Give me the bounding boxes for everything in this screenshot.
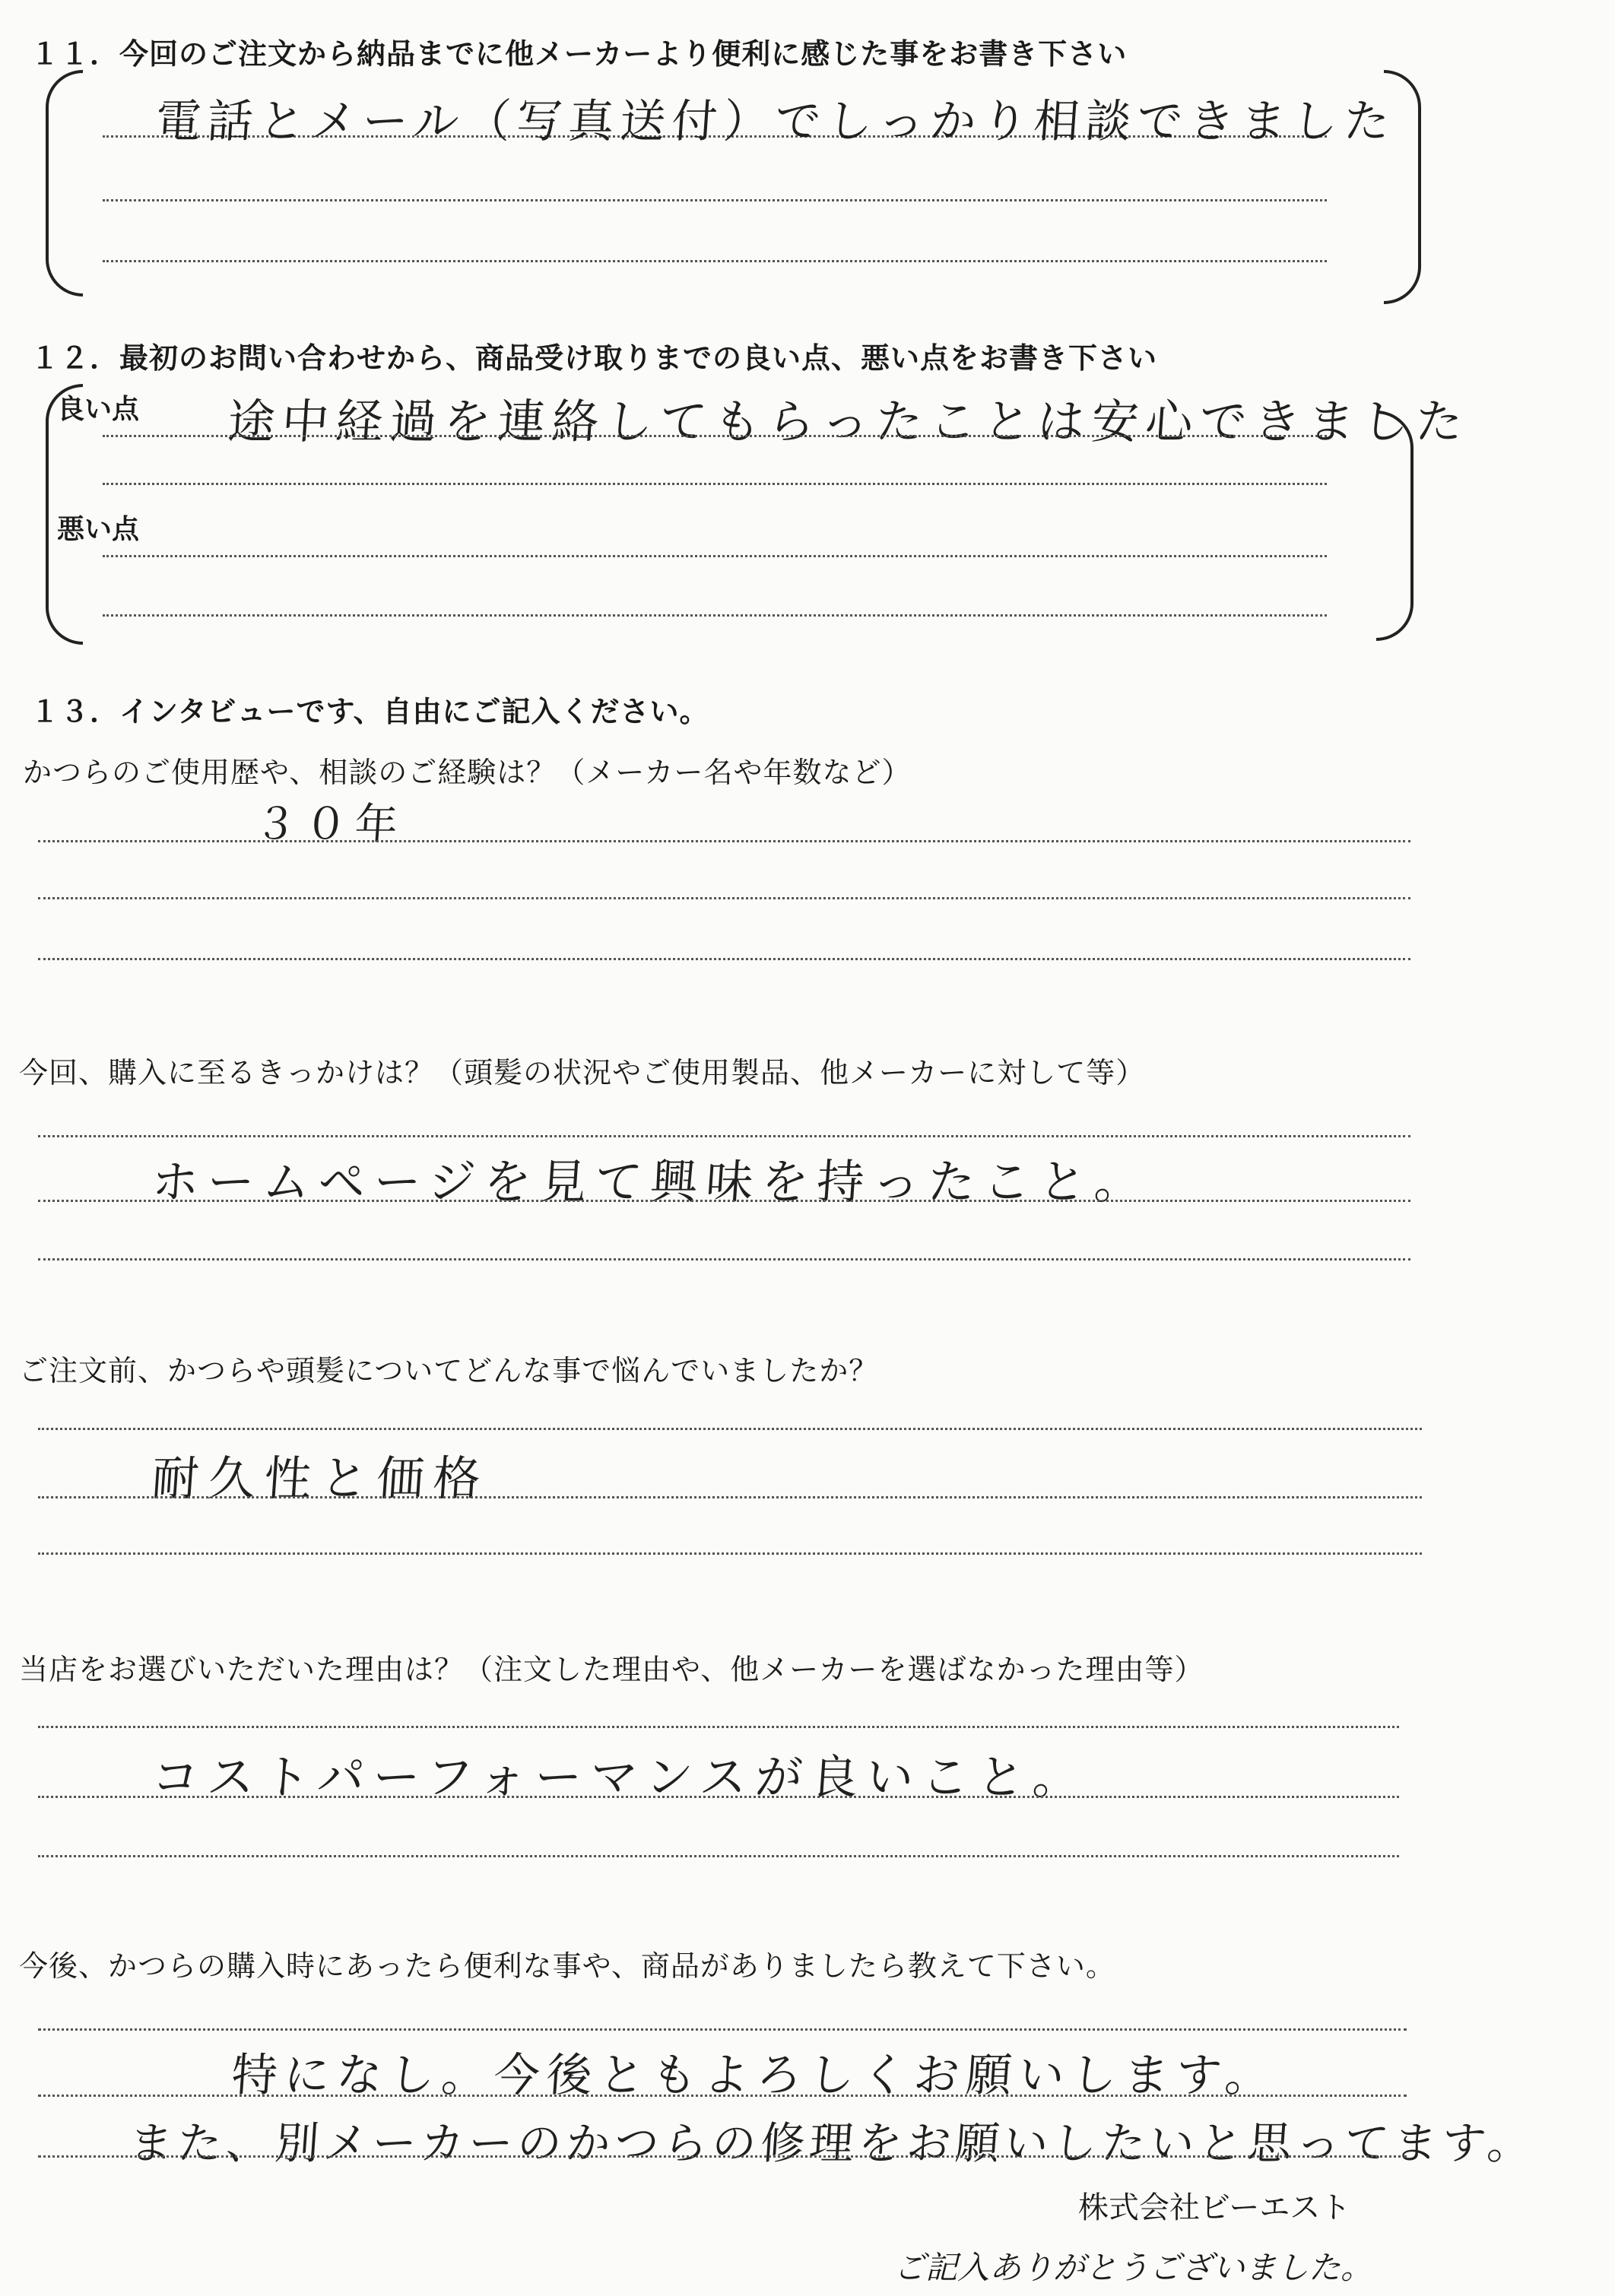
reason-answer: コストパーフォーマンスが良いこと。: [150, 1749, 1090, 1805]
answer-line: [38, 2155, 1407, 2158]
future-question: 今後、かつらの購入時にあったら便利な事や、商品がありましたら教えて下さい。: [19, 1949, 1115, 1983]
answer-line: [103, 260, 1327, 262]
q11-bracket-left: [46, 70, 83, 297]
trigger-question: 今回、購入に至るきっかけは？（頭髪の状況やご使用製品、他メーカーに対して等）: [19, 1056, 1146, 1089]
future-answer-line2: また、別メーカーのかつらの修理をお願いしたいと思ってます。: [127, 2117, 1538, 2169]
answer-line: [38, 1258, 1410, 1261]
answer-line: [38, 1496, 1422, 1498]
answer-line: [103, 614, 1327, 617]
answer-line: [38, 958, 1410, 960]
worry-answer: 耐久性と価格: [150, 1451, 492, 1506]
q13-title: １３．インタビューです、自由にご記入ください。: [30, 695, 709, 728]
bad-point-label: 悪い点: [57, 514, 140, 545]
answer-line: [38, 1552, 1422, 1555]
trigger-answer: ホームページを見て興味を持ったこと。: [150, 1154, 1152, 1210]
answer-line: [38, 1726, 1399, 1728]
answer-line: [38, 1855, 1399, 1857]
company-name: 株式会社ビーエスト: [1078, 2190, 1351, 2225]
answer-line: [103, 483, 1327, 485]
answer-line: [103, 199, 1327, 201]
answer-line: [103, 435, 1327, 437]
future-answer-line1: 特になし。今後ともよろしくお願いします。: [230, 2049, 1280, 2102]
answer-line: [38, 1796, 1399, 1798]
answer-line: [38, 840, 1410, 842]
good-point-label: 良い点: [57, 394, 140, 425]
answer-line: [103, 555, 1327, 557]
answer-line: [38, 2028, 1407, 2031]
q11-title: １１．今回のご注文から納品までに他メーカーより便利に感じた事をお書き下さい: [30, 37, 1128, 71]
good-point-answer: 途中経過を連絡してもらったことは安心できました: [226, 394, 1472, 449]
answer-line: [38, 1428, 1422, 1430]
history-question: かつらのご使用歴や、相談のご経験は？（メーカー名や年数など）: [23, 756, 912, 789]
answer-line: [38, 1200, 1410, 1202]
reason-question: 当店をお選びいただいた理由は？（注文した理由や、他メーカーを選ばなかった理由等）: [19, 1653, 1204, 1686]
worry-question: ご注文前、かつらや頭髪についてどんな事で悩んでいましたか？: [19, 1354, 879, 1387]
history-answer: ３０年: [252, 800, 407, 849]
answer-line: [38, 1135, 1410, 1137]
thanks-message: ご記入ありがとうございました。: [893, 2249, 1373, 2286]
answer-line: [38, 897, 1410, 899]
answer-line: [38, 2095, 1407, 2097]
q11-answer: 電話とメール（写真送付）でしっかり相談できました: [154, 95, 1398, 148]
q12-title: １２．最初のお問い合わせから、商品受け取りまでの良い点、悪い点をお書き下さい: [30, 341, 1158, 375]
